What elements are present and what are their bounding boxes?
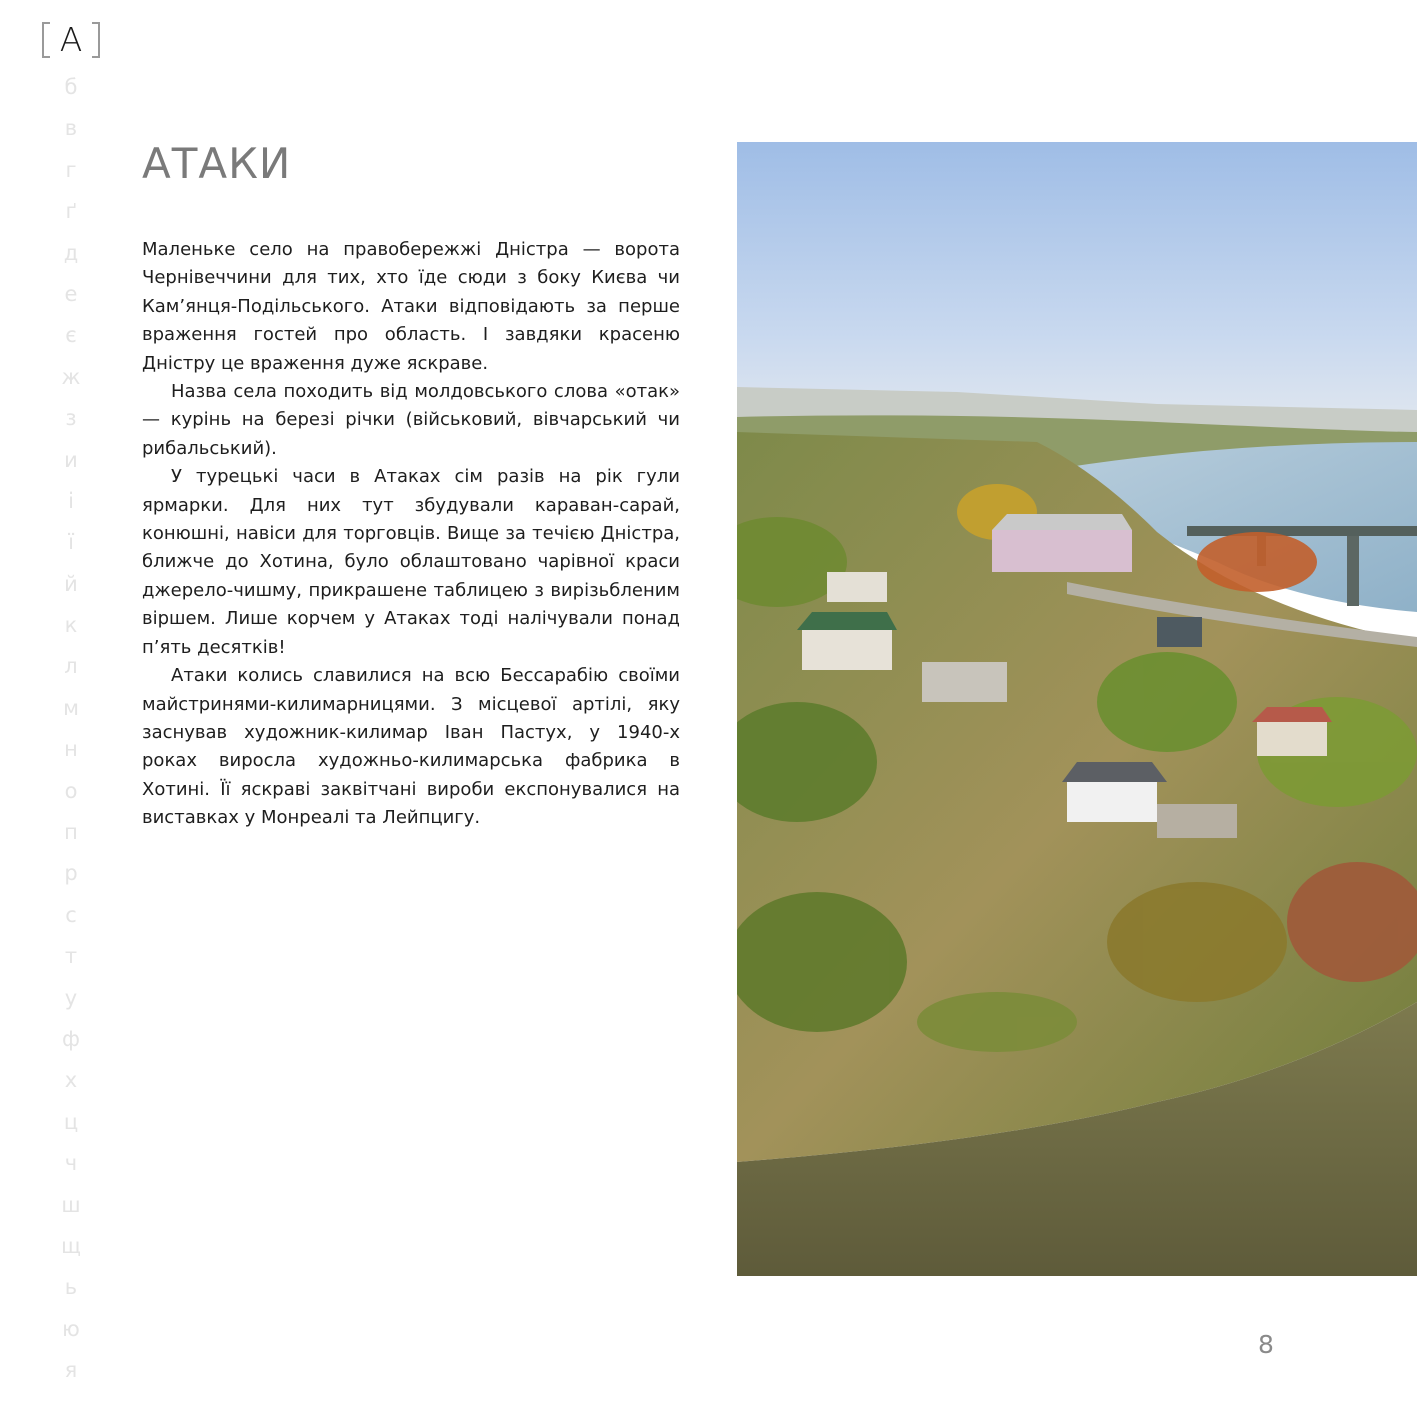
alphabet-index-letter[interactable]: я	[64, 1358, 78, 1383]
article-body	[142, 236, 680, 833]
alphabet-index-letter[interactable]: й	[64, 571, 78, 596]
alphabet-index-letter[interactable]: о	[64, 778, 78, 803]
alphabet-index-letter[interactable]: і	[68, 488, 74, 513]
article-paragraph: Маленьке село на правобережжі Дністра — ворота Чернівеччини для тих, хто їде сюди з боку Києва чи Кам’янця-Подільського. Атаки відповідають за перше враження гостей про область. І завдяки красеню Дністру це враження дуже яскраве.	[142, 239, 680, 374]
alphabet-index-letter[interactable]: и	[64, 447, 78, 472]
alphabet-index-letter[interactable]: г	[65, 157, 77, 182]
current-letter: A	[59, 20, 83, 59]
alphabet-index-letter[interactable]: б	[64, 75, 78, 99]
alphabet-index-letter[interactable]: щ	[61, 1233, 81, 1258]
alphabet-index-letter[interactable]: ш	[61, 1192, 81, 1217]
alphabet-index-letter[interactable]: ж	[61, 364, 81, 389]
article-title: АТАКИ	[142, 139, 292, 188]
alphabet-index-letter[interactable]: к	[64, 613, 78, 638]
alphabet-index-letter[interactable]: є	[65, 323, 77, 348]
right-bracket-icon	[92, 22, 100, 58]
alphabet-index-letter[interactable]: в	[64, 116, 78, 141]
alphabet-index-letter[interactable]: с	[65, 902, 77, 927]
alphabet-index-letter[interactable]: ь	[64, 1275, 78, 1300]
alphabet-index-letter[interactable]: ґ	[65, 199, 77, 224]
article-paragraph: Атаки колись славилися на всю Бессарабію своїми майстринями-килимарницями. З місцевої артілі, яку заснував художник-килимар Іван Пастух, у 1940-х роках виросла художньо-килимарська фабрика в Хотині. Її яскраві заквітчані вироби експонувалися на виставках у Монреалі та Лейпцигу.	[142, 665, 680, 829]
article	[142, 140, 680, 833]
alphabet-index-letter[interactable]: т	[64, 944, 78, 969]
alphabet-index	[40, 70, 102, 1395]
alphabet-index-letter[interactable]: ф	[62, 1026, 80, 1051]
alphabet-index-letter[interactable]: р	[64, 861, 78, 886]
alphabet-index-letter[interactable]: е	[64, 281, 78, 306]
alphabet-index-letter[interactable]: д	[63, 240, 79, 265]
alphabet-index-letter[interactable]: л	[64, 654, 78, 679]
article-paragraph: У турецькі часи в Атаках сім разів на рік гули ярмарки. Для них тут збудували караван-сарай, конюшні, навіси для торговців. Вище за течією Дністра, ближче до Хотина, було облаштовано чарівної краси джерело-чишму, прикрашене таблицею з вирізьбленим віршем. Лише корчем у Атаках тоді налічували понад п’ять десятків!	[142, 466, 680, 658]
alphabet-index-letter[interactable]: у	[64, 985, 78, 1010]
alphabet-index-letter[interactable]: х	[64, 1068, 78, 1093]
alphabet-index-letter[interactable]: ц	[63, 1109, 79, 1134]
alphabet-index-letter[interactable]: ї	[68, 530, 74, 555]
alphabet-index-letter[interactable]: ю	[62, 1316, 80, 1341]
alphabet-index-letter[interactable]: п	[64, 820, 78, 845]
aerial-photo-illustration	[737, 142, 1417, 1276]
alphabet-index-logo	[40, 22, 102, 64]
alphabet-index-letter[interactable]: н	[64, 737, 78, 762]
alphabet-index-letter[interactable]: з	[65, 406, 77, 431]
page-number: 8	[1258, 1330, 1274, 1359]
alphabet-index-letter[interactable]: м	[63, 695, 79, 720]
village-aerial-photo	[737, 142, 1417, 1276]
alphabet-index-letter[interactable]: ч	[64, 1151, 78, 1176]
article-paragraph: Назва села походить від молдовського слова «отак» — курінь на березі річки (військовий, вівчарський чи рибальський).	[142, 381, 680, 459]
